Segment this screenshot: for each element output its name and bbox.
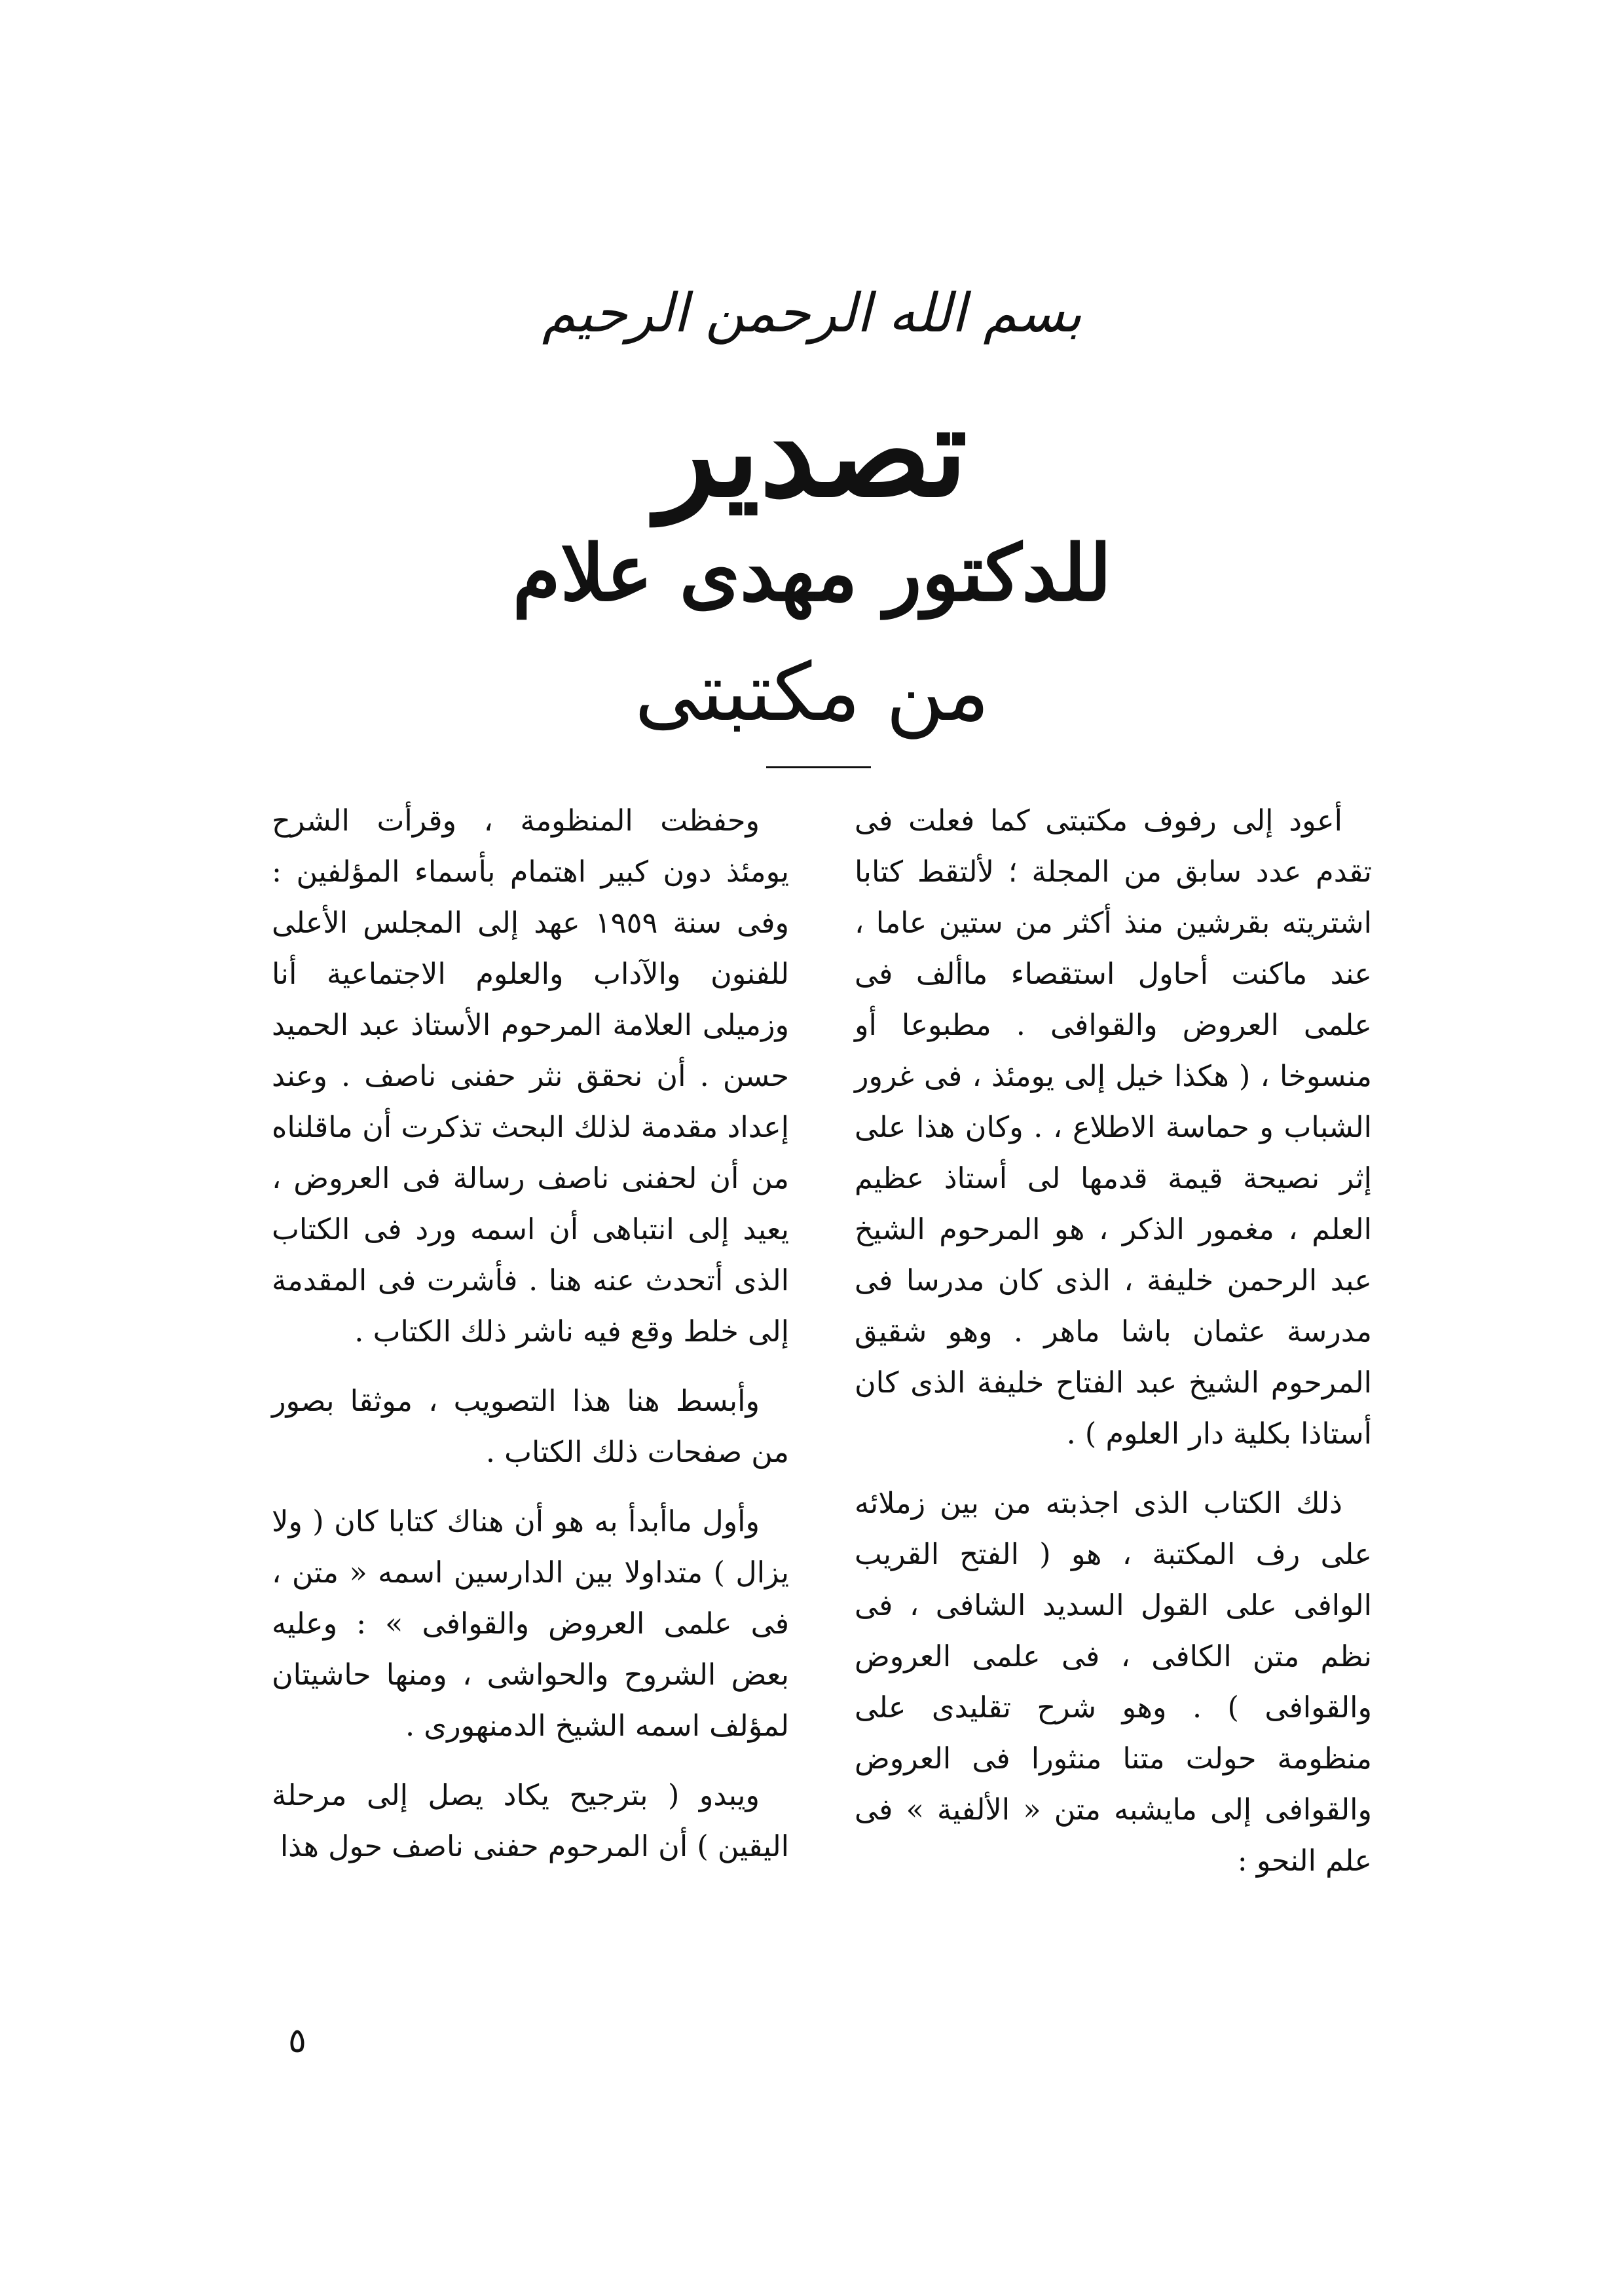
paragraph: أعود إلى رفوف مكتبتى كما فعلت فى تقدم عدد سابق من المجلة ؛ لألتقط كتابا اشتريته بقرشين منذ أكثر من ستين عاما ، عند ماكنت أحاول استقصاء ماألف فى علمى العروض والقوافى . مطبوعا أو منسوخا ، ( هكذا خيل إلى يومئذ ، فى غرور الشباب و حماسة الاطلاع ، . وكان هذا على إثر نصيحة قيمة قدمها لى أستاذ عظيم العلم ، مغمور الذكر ، هو المرحوم الشيخ عبد الرحمن خليفة ، الذى كان مدرسا فى مدرسة عثمان باشا ماهر . وهو شقيق المرحوم الشيخ عبد الفتاح خليفة الذى كان أستاذا بكلية دار العلوم ) . bbox=[855, 804, 1372, 1451]
paragraph: وحفظت المنظومة ، وقرأت الشرح يومئذ دون كبير اهتمام بأسماء المؤلفين : وفى سنة ١٩٥٩ عهد إلى المجلس الأعلى للفنون والآداب والعلوم الاجتماعية أنا وزميلى العلامة المرحوم الأستاذ عبد الحميد حسن . أن نحقق نثر حفنى ناصف . وعند إعداد مقدمة لذلك البحث تذكرت أن ماقلناه من أن لحفنى ناصف رسالة فى العروض ، يعيد إلى انتباهى أن اسمه ورد فى الكتاب الذى أتحدث عنه هنا . فأشرت فى المقدمة إلى خلط وقع فيه ناشر ذلك الكتاب . bbox=[272, 804, 789, 1349]
left-column bbox=[272, 796, 789, 1891]
paragraph: ويبدو ( بترجيح يكاد يصل إلى مرحلة اليقين ) أن المرحوم حفنى ناصف حول هذا bbox=[272, 1779, 789, 1863]
paragraph: وأبسط هنا هذا التصويب ، موثقا بصور من صفحات ذلك الكتاب . bbox=[272, 1385, 789, 1469]
paragraph: وأول ماأبدأ به هو أن هناك كتابا كان ( ولا يزال ) متداولا بين الدارسين اسمه « متن ، فى علمى العروض والقوافى » : وعليه بعض الشروح والحواشى ، ومنها حاشيتان لمؤلف اسمه الشيخ الدمنهورى . bbox=[272, 1505, 789, 1743]
right-column bbox=[855, 796, 1372, 1905]
author-line: للدكتور مهدى علام bbox=[512, 527, 1112, 618]
page-title: تصدير bbox=[656, 379, 968, 525]
page-number: ٥ bbox=[288, 2021, 306, 2061]
basmala: بسم الله الرحمن الرحيم bbox=[542, 282, 1082, 345]
title-divider bbox=[766, 766, 871, 768]
paragraph: ذلك الكتاب الذى اجذبته من بين زملائه على رف المكتبة ، هو ( الفتح القريب الوافى على القول السديد الشافى ، فى نظم متن الكافى ، فى علمى العروض والقوافى ) . وهو شرح تقليدى على منظومة حولت متنا منثورا فى العروض والقوافى إلى مايشبه متن « الألفية » فى علم النحو : bbox=[855, 1487, 1372, 1878]
article-subtitle: من مكتبتى bbox=[635, 646, 989, 739]
